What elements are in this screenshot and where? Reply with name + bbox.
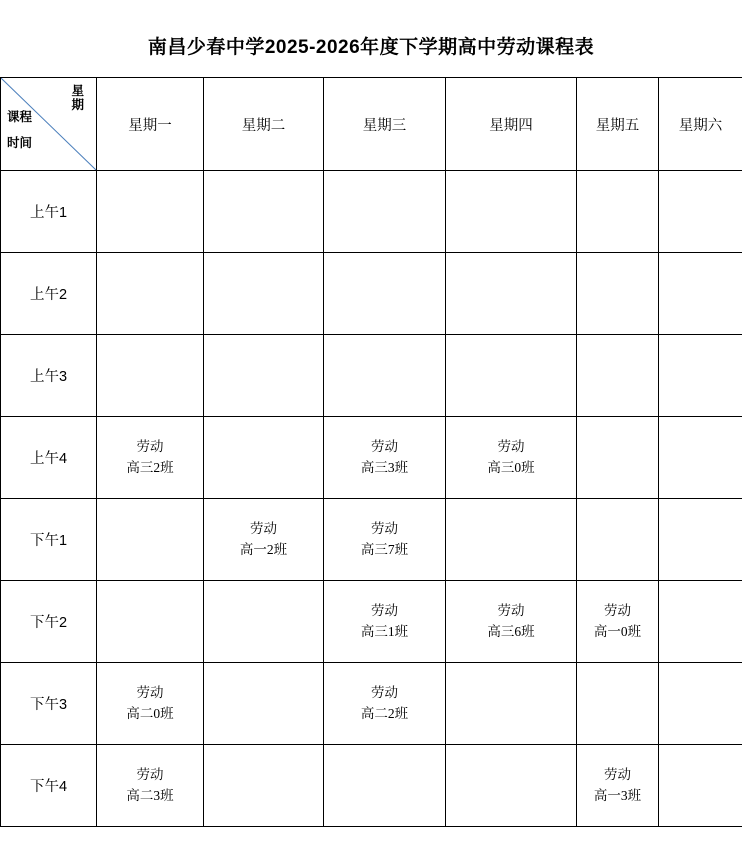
schedule-cell	[659, 581, 742, 663]
cell-subject: 劳动	[136, 684, 164, 700]
day-header-friday: 星期五	[577, 78, 659, 171]
day-header-tuesday: 星期二	[204, 78, 324, 171]
period-label: 上午4	[1, 417, 97, 499]
cell-class: 高一0班	[593, 623, 642, 639]
schedule-cell	[324, 745, 446, 827]
schedule-cell	[659, 745, 742, 827]
schedule-cell	[577, 581, 659, 663]
cell-class: 高一2班	[239, 541, 288, 557]
day-header-saturday: 星期六	[659, 78, 742, 171]
schedule-cell	[204, 745, 324, 827]
schedule-cell	[446, 335, 577, 417]
schedule-table	[0, 77, 742, 827]
corner-header-cell	[1, 78, 97, 171]
table-row	[1, 335, 742, 417]
cell-class: 高一3班	[593, 787, 642, 803]
cell-subject: 劳动	[604, 602, 631, 618]
schedule-cell	[659, 663, 742, 745]
cell-subject: 劳动	[250, 520, 277, 536]
table-row	[1, 417, 742, 499]
schedule-cell	[324, 335, 446, 417]
cell-class: 高三1班	[360, 623, 409, 639]
schedule-cell	[324, 417, 446, 499]
cell-class: 高三2班	[126, 459, 174, 475]
schedule-cell	[204, 417, 324, 499]
cell-subject: 劳动	[604, 766, 631, 782]
period-label: 下午4	[1, 745, 97, 827]
table-row	[1, 663, 742, 745]
schedule-cell	[97, 335, 204, 417]
schedule-cell	[577, 745, 659, 827]
schedule-cell	[577, 663, 659, 745]
schedule-cell	[446, 253, 577, 335]
schedule-cell	[446, 499, 577, 581]
schedule-cell	[324, 499, 446, 581]
cell-class: 高三7班	[360, 541, 409, 557]
schedule-cell	[97, 745, 204, 827]
schedule-cell	[97, 663, 204, 745]
period-label: 上午3	[1, 335, 97, 417]
cell-class: 高三0班	[487, 459, 535, 475]
schedule-cell	[97, 171, 204, 253]
schedule-cell	[446, 663, 577, 745]
table-row	[1, 171, 742, 253]
schedule-cell	[659, 335, 742, 417]
cell-class: 高二0班	[126, 705, 174, 721]
schedule-cell	[659, 253, 742, 335]
cell-subject: 劳动	[371, 520, 398, 536]
schedule-cell	[659, 417, 742, 499]
day-header-wednesday: 星期三	[324, 78, 446, 171]
corner-label-day-text: 期	[71, 98, 84, 113]
cell-class: 高三6班	[487, 623, 535, 639]
schedule-cell	[97, 581, 204, 663]
table-row	[1, 499, 742, 581]
schedule-cell	[204, 663, 324, 745]
schedule-cell	[204, 499, 324, 581]
schedule-cell	[204, 581, 324, 663]
day-header-monday: 星期一	[97, 78, 204, 171]
table-row	[1, 745, 742, 827]
schedule-cell	[204, 171, 324, 253]
corner-label-day	[71, 84, 84, 113]
schedule-cell	[659, 171, 742, 253]
schedule-cell	[446, 745, 577, 827]
period-label: 上午1	[1, 171, 97, 253]
cell-class: 高二3班	[126, 787, 174, 803]
cell-subject: 劳动	[371, 602, 398, 618]
schedule-cell	[97, 417, 204, 499]
table-row	[1, 581, 742, 663]
corner-label-star-text: 星	[71, 84, 84, 98]
period-label: 下午3	[1, 663, 97, 745]
schedule-cell	[324, 663, 446, 745]
cell-class: 高二2班	[360, 705, 409, 721]
page-title: 南昌少春中学2025-2026年度下学期高中劳动课程表	[147, 37, 595, 58]
schedule-cell	[577, 335, 659, 417]
schedule-cell	[446, 171, 577, 253]
schedule-cell	[446, 581, 577, 663]
cell-class: 高三3班	[360, 459, 409, 475]
table-header-row	[1, 78, 742, 171]
schedule-cell	[577, 499, 659, 581]
cell-subject: 劳动	[136, 438, 164, 454]
corner-label-time: 时间	[7, 136, 33, 150]
schedule-cell	[577, 253, 659, 335]
schedule-cell	[324, 581, 446, 663]
cell-subject: 劳动	[497, 602, 525, 618]
table-row	[1, 253, 742, 335]
schedule-cell	[577, 171, 659, 253]
schedule-cell	[204, 253, 324, 335]
schedule-cell	[324, 171, 446, 253]
schedule-cell	[204, 335, 324, 417]
schedule-cell	[97, 499, 204, 581]
schedule-cell	[659, 499, 742, 581]
schedule-cell	[324, 253, 446, 335]
period-label: 下午1	[1, 499, 97, 581]
corner-label-course: 课程	[7, 110, 33, 124]
cell-subject: 劳动	[136, 766, 164, 782]
schedule-cell	[446, 417, 577, 499]
cell-subject: 劳动	[497, 438, 525, 454]
cell-subject: 劳动	[371, 684, 398, 700]
cell-subject: 劳动	[371, 438, 398, 454]
period-label: 上午2	[1, 253, 97, 335]
period-label: 下午2	[1, 581, 97, 663]
day-header-thursday: 星期四	[446, 78, 577, 171]
schedule-cell	[577, 417, 659, 499]
schedule-cell	[97, 253, 204, 335]
